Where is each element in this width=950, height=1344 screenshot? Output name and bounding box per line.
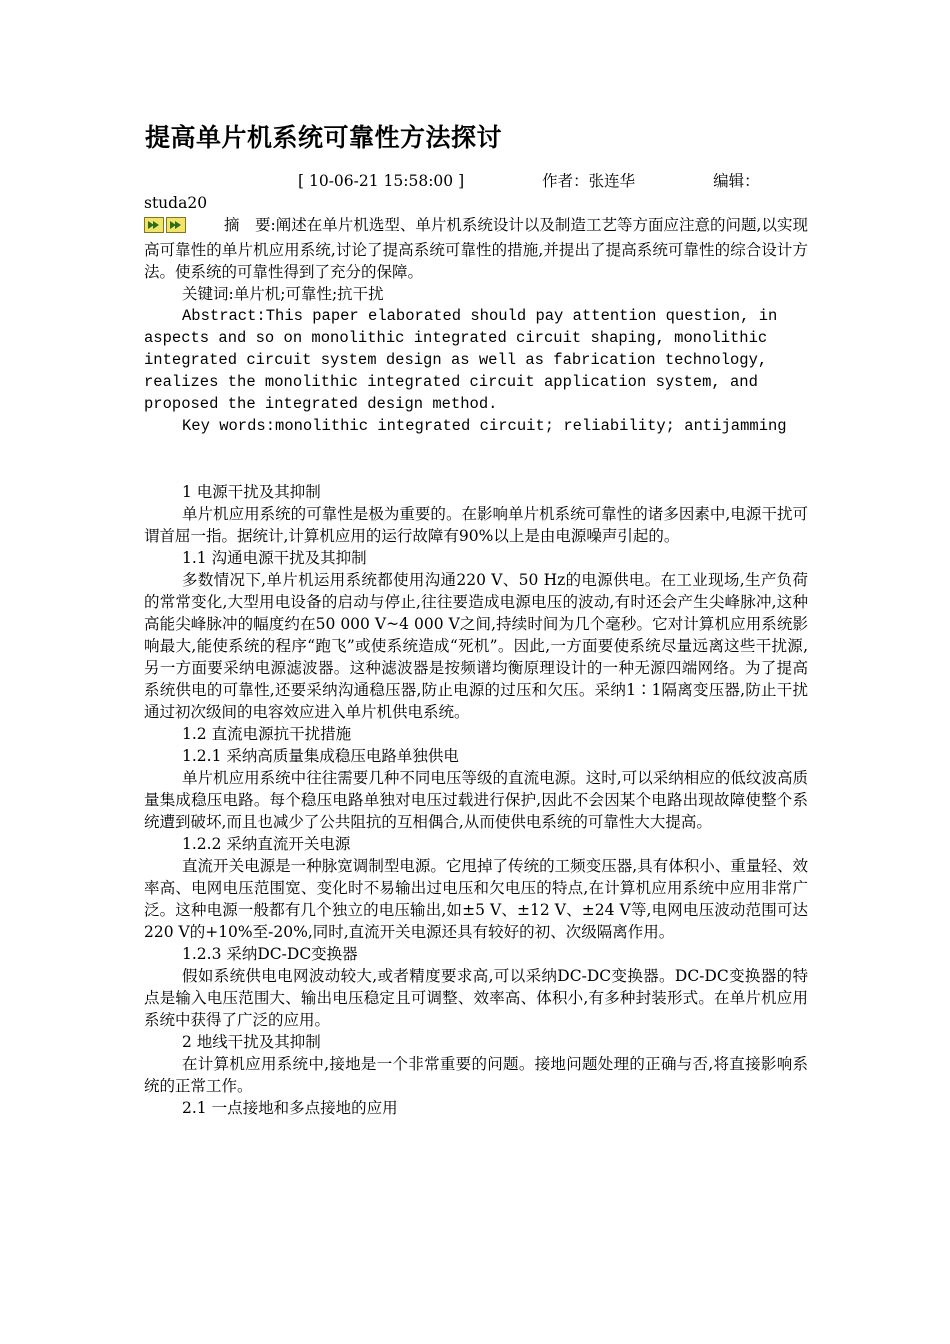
- editor-label: 编辑：: [713, 172, 760, 190]
- section-heading: 1.2 直流电源抗干扰措施: [182, 725, 352, 743]
- spacer: [144, 437, 808, 481]
- body-paragraph: 直流开关电源是一种脉宽调制型电源。它甩掉了传统的工频变压器,具有体积小、重量轻、效率高、电网电压范围宽、变化时不易输出过电压和欠电压的特点,在计算机应用系统中应用非常广泛。这种电源一般都有几个独立的电压输出,如±5 V、±12 V、±24 V等,电网电压波动范围可达220 V的+10%至-20%,同时,直流开关电源还具有较好的初、次级隔离作用。: [144, 857, 808, 941]
- section-heading: 1.2.1 采纳高质量集成稳压电路单独供电: [182, 747, 459, 765]
- body-paragraph: 单片机应用系统的可靠性是极为重要的。在影响单片机系统可靠性的诸多因素中,电源干扰可谓首屈一指。据统计,计算机应用的运行故障有90%以上是由电源噪声引起的。: [144, 505, 808, 545]
- article-title: 提高单片机系统可靠性方法探讨: [145, 123, 503, 152]
- section-heading: 1 电源干扰及其抑制: [182, 483, 321, 501]
- body-paragraph: 单片机应用系统中往往需要几种不同电压等级的直流电源。这时,可以采纳相应的低纹波高质量集成稳压电路。每个稳压电路单独对电压过载进行保护,因此不会因某个电路出现故障使整个系统遭到破坏,而且也减少了公共阻抗的互相偶合,从而使供电系统的可靠性大大提高。: [144, 769, 808, 831]
- icon-group: [144, 217, 188, 239]
- section-heading: 1.1 沟通电源干扰及其抑制: [182, 549, 367, 567]
- publish-date: [ 10-06-21 15:58:00 ]: [298, 172, 465, 190]
- body-paragraph: 在计算机应用系统中,接地是一个非常重要的问题。接地问题处理的正确与否,将直接影响系统的正常工作。: [144, 1055, 808, 1095]
- section-heading: 1.2.3 采纳DC-DC变换器: [182, 945, 358, 963]
- section-heading: 1.2.2 采纳直流开关电源: [182, 835, 351, 853]
- abstract-en: Abstract:This paper elaborated should pay attention question, in aspects and so on monolithic integrated circuit shaping, monolithic integrated circuit system design as well as fabrication technology, realizes the monolithic integrated circuit application system, and proposed the integrated design method.: [144, 307, 778, 413]
- editor-name: studa20: [144, 194, 208, 212]
- abstract-cn-text: 摘 要:阐述在单片机选型、单片机系统设计以及制造工艺等方面应注意的问题,以实现高可靠性的单片机应用系统,讨论了提高系统可靠性的措施,并提出了提高系统可靠性的综合设计方法。使系统的可靠性得到了充分的保障。: [144, 216, 808, 281]
- keywords-cn: 关键词:单片机;可靠性;抗干扰: [182, 285, 384, 303]
- author: 作者：张连华: [542, 172, 636, 190]
- section-heading: 2 地线干扰及其抑制: [182, 1033, 321, 1051]
- article-sections: [144, 481, 808, 1119]
- body-paragraph: 假如系统供电电网波动较大,或者精度要求高,可以采纳DC-DC变换器。DC-DC变换器的特点是输入电压范围大、输出电压稳定且可调整、效率高、体积小,有多种封装形式。在单片机应用系统中获得了广泛的应用。: [144, 967, 808, 1029]
- body-paragraph: 多数情况下,单片机运用系统都使用沟通220 V、50 Hz的电源供电。在工业现场,生产负荷的常常变化,大型用电设备的启动与停止,往往要造成电源电压的波动,有时还会产生尖峰脉冲,这种高能尖峰脉冲的幅度约在50 000 V~4 000 V之间,持续时间为几个毫秒。它对计算机应用系统影响最大,能使系统的程序“跑飞”或使系统造成“死机”。因此,一方面要使系统尽量远离这些干扰源,另一方面要采纳电源滤波器。这种滤波器是按频谱均衡原理设计的一种无源四端网络。为了提高系统供电的可靠性,还要采纳沟通稳压器,防止电源的过压和欠压。采纳1∶1隔离变压器,防止干扰通过初次级间的电容效应进入单片机供电系统。: [144, 571, 808, 721]
- abstract-cn: [144, 214, 808, 283]
- arrow-link-icon[interactable]: [166, 217, 186, 233]
- article-meta: [144, 170, 808, 192]
- article-body: [144, 170, 808, 1119]
- section-heading: 2.1 一点接地和多点接地的应用: [182, 1099, 398, 1117]
- keywords-en: Key words:monolithic integrated circuit; reliability; antijamming: [182, 417, 787, 435]
- arrow-link-icon[interactable]: [144, 217, 164, 233]
